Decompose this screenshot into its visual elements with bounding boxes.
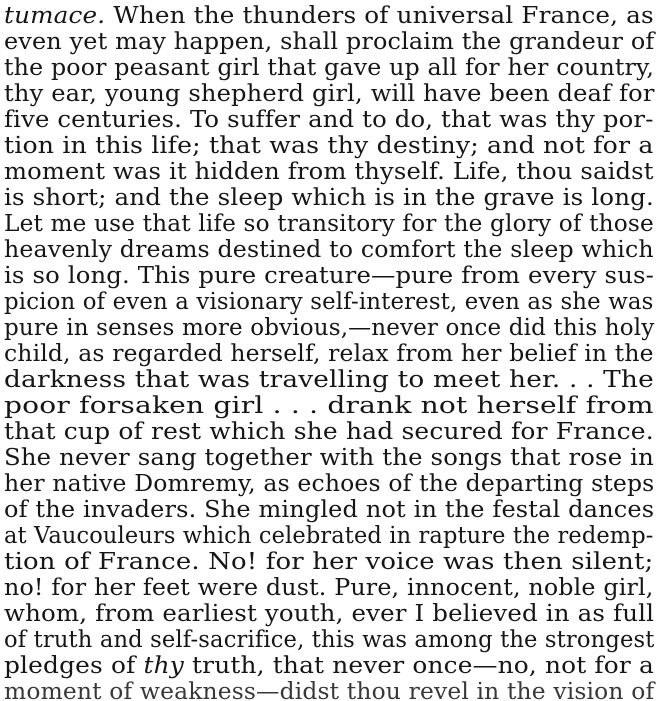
text-line-11: is so long. This pure creature—pure from every sus- <box>4 263 655 289</box>
text-line-12: picion of even a visionary self-interest, even as she was <box>4 289 654 315</box>
text-line-22: tion of France. No! for her voice was then silent; <box>4 549 654 575</box>
text-line-26-italic: thy <box>143 653 184 679</box>
text-line-1-rest: When the thunders of universal France, as <box>105 3 654 29</box>
text-line-18: She never sang together with the songs that rose in <box>4 445 654 471</box>
text-line-14: child, as regarded herself, relax from her belief in the <box>4 341 654 367</box>
text-line-5: five centuries. To suffer and to do, that was thy por- <box>4 107 654 133</box>
text-line-1-italic: tumace. <box>4 3 106 29</box>
text-line-25: of truth and self-sacrifice, this was among the strongest <box>4 627 655 653</box>
text-line-7: moment was it hidden from thyself. Life, thou saidst <box>4 159 654 185</box>
text-line-13: pure in senses more obvious,—never once did this holy <box>4 315 655 341</box>
text-line-23: no! for her feet were dust. Pure, innocent, noble girl, <box>4 575 654 601</box>
text-line-26-post: truth, that never once—no, not for a <box>183 653 654 679</box>
text-line-27: moment of weakness—didst thou revel in the vision of <box>4 679 655 701</box>
text-line-24: whom, from earliest youth, ever I believed in as full <box>4 601 655 627</box>
text-line-17: that cup of rest which she had secured for France. <box>4 419 654 445</box>
text-line-26-pre: pledges of <box>4 653 144 679</box>
text-line-21: at Vaucouleurs which celebrated in rapture the redemp- <box>4 523 654 549</box>
text-line-26 <box>4 653 654 679</box>
text-line-19: her native Domremy, as echoes of the departing steps <box>4 471 655 497</box>
text-line-1 <box>4 3 654 29</box>
document-page <box>4 0 656 701</box>
text-line-10: heavenly dreams destined to comfort the sleep which <box>4 237 654 263</box>
text-line-3: the poor peasant girl that gave up all for her country, <box>4 55 655 81</box>
text-line-20: of the invaders. She mingled not in the festal dances <box>4 497 655 523</box>
text-line-8: is short; and the sleep which is in the grave is long. <box>4 185 654 211</box>
text-line-2: even yet may happen, shall proclaim the grandeur of <box>4 29 655 55</box>
text-line-4: thy ear, young shepherd girl, will have been deaf for <box>4 81 655 107</box>
text-line-16: poor forsaken girl . . . drank not herself from <box>4 393 654 419</box>
text-line-6: tion in this life; that was thy destiny; and not for a <box>4 133 654 159</box>
text-line-15: darkness that was travelling to meet her. . . The <box>4 367 654 393</box>
text-line-9: Let me use that life so transitory for the glory of those <box>4 211 654 237</box>
